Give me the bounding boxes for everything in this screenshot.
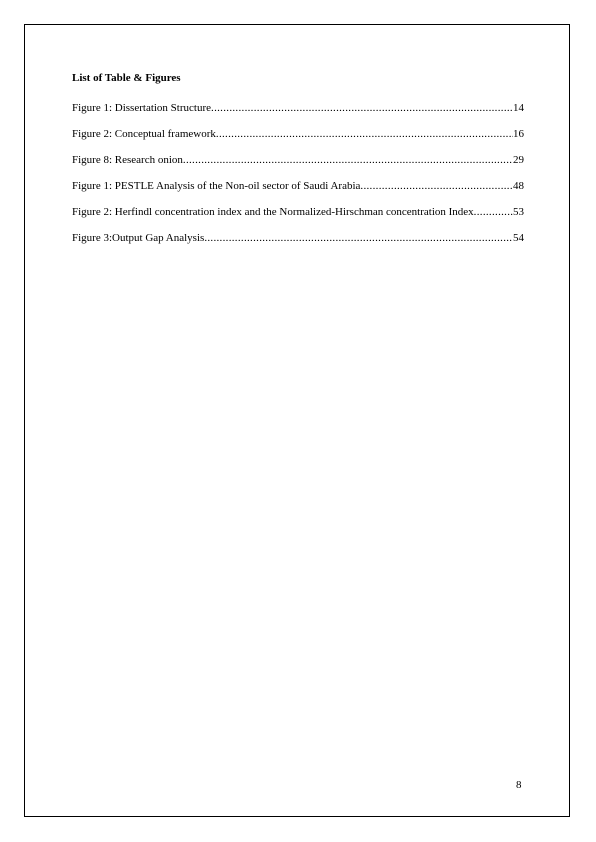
toc-entry[interactable]	[72, 154, 524, 180]
toc-dot-leader	[216, 128, 513, 141]
toc-dot-leader	[204, 232, 513, 245]
toc-entry-title: Figure 2: Conceptual framework	[72, 128, 216, 140]
toc-dot-leader	[183, 154, 513, 167]
toc-entry[interactable]	[72, 180, 524, 206]
toc-entry-page: 14	[513, 102, 524, 114]
toc-entry[interactable]	[72, 102, 524, 128]
toc-dot-leader	[360, 180, 513, 193]
toc-dot-leader	[211, 102, 513, 115]
toc-entry-page: 16	[513, 128, 524, 140]
toc-entry[interactable]	[72, 128, 524, 154]
figures-list	[72, 102, 524, 258]
toc-entry-page: 29	[513, 154, 524, 166]
page-number: 8	[516, 779, 522, 791]
toc-entry-page: 54	[513, 232, 524, 244]
toc-entry-title: Figure 1: Dissertation Structure	[72, 102, 212, 114]
toc-entry-title: Figure 1: PESTLE Analysis of the Non-oil sector of Saudi Arabia	[72, 180, 361, 192]
list-of-figures-heading: List of Table & Figures	[72, 72, 181, 84]
toc-entry[interactable]	[72, 206, 524, 232]
toc-entry-title: Figure 8: Research onion	[72, 154, 183, 166]
toc-entry-title: Figure 2: Herfindl concentration index and the Normalized-Hirschman concentration Index	[72, 206, 474, 218]
toc-entry[interactable]	[72, 232, 524, 258]
toc-entry-page: 48	[513, 180, 524, 192]
toc-dot-leader	[474, 206, 513, 219]
toc-entry-title: Figure 3:Output Gap Analysis	[72, 232, 205, 244]
toc-entry-page: 53	[513, 206, 524, 218]
